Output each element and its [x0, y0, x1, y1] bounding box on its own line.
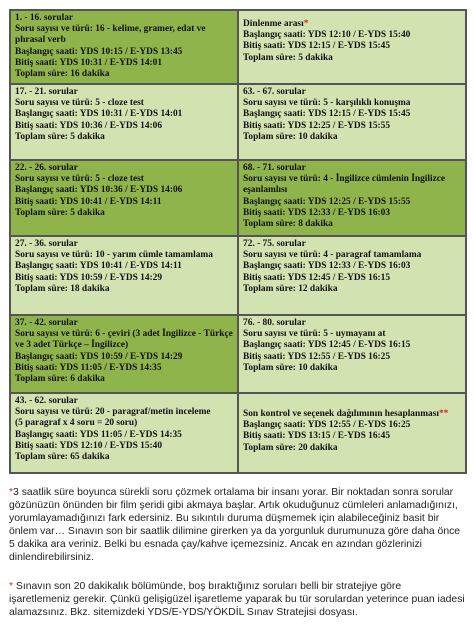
cell-heading	[243, 409, 461, 420]
question-type: Soru sayısı ve türü: 5 - cloze test	[15, 174, 144, 185]
schedule-cell	[238, 315, 466, 393]
end-time: Bitiş saati: YDS 12:15 / E-YDS 15:45	[243, 41, 391, 52]
schedule-cell	[10, 393, 238, 473]
cell-heading: 27. - 36. sorular	[15, 239, 78, 249]
cell-heading: 43. - 62. sorular	[15, 396, 78, 406]
question-type: Soru sayısı ve türü: 6 - çeviri (3 adet İngilizce - Türkçe ve 3 adet Türkçe – İngilizce)	[15, 329, 233, 351]
total-time: Toplam süre: 18 dakika	[15, 283, 110, 294]
question-type: Soru sayısı ve türü: 5 - cloze test	[15, 98, 144, 109]
end-time: Bitiş saati: YDS 12:33 / E-YDS 16:03	[243, 207, 391, 218]
start-time: Başlangıç saati: YDS 11:05 / E-YDS 14:35	[15, 429, 182, 440]
cell-heading: 72. - 75. sorular	[243, 239, 306, 249]
question-note: (5 paragraf x 4 soru = 20 soru)	[15, 418, 138, 429]
total-time: Toplam süre: 65 dakika	[15, 452, 110, 463]
end-time: Bitiş saati: YDS 10:59 / E-YDS 14:29	[15, 272, 163, 283]
start-time: Başlangıç saati: YDS 10:15 / E-YDS 13:45	[15, 46, 183, 57]
total-time: Toplam süre: 12 dakika	[243, 283, 338, 294]
footnote-text: Sınavın son 20 dakikalık bölümünde, boş bıraktığınız soruları belli bir stratejiye göre işaretlemeniz gerekir. Çünkü gelişigüzel işaretleme yaparak bu tür sorulardan yeterince puan iadesi alamazsınız. Bkz. sitemizdeki YDS/E-YDS/YÖKDİL Sınav Stratejisi dosyası.	[9, 581, 465, 619]
end-time: Bitiş saati: YDS 10:41 / E-YDS 14:11	[15, 196, 162, 207]
table-row	[10, 315, 466, 393]
question-type: Soru sayısı ve türü: 10 - yarım cümle tamamlama	[15, 250, 213, 261]
cell-heading: 76. - 80. sorular	[243, 318, 306, 328]
total-time: Toplam süre: 20 dakika	[243, 442, 338, 453]
schedule-cell	[238, 160, 466, 236]
end-time: Bitiş saati: YDS 12:45 / E-YDS 16:15	[243, 272, 391, 283]
schedule-cell	[238, 393, 466, 473]
end-time: Bitiş saati: YDS 12:25 / E-YDS 15:55	[243, 120, 391, 131]
schedule-cell	[238, 236, 466, 315]
question-type: Soru sayısı ve türü: 5 - karşılıklı konuşma	[243, 98, 411, 109]
footnote-mark: *	[9, 487, 14, 498]
footnote-mark: *	[303, 19, 309, 29]
start-time: Başlangıç saati: YDS 12:15 / E-YDS 15:45	[243, 109, 411, 120]
start-time: Başlangıç saati: YDS 12:45 / E-YDS 16:15	[243, 340, 411, 351]
question-type: Soru sayısı ve türü: 20 - paragraf/metin inceleme	[15, 407, 211, 418]
cell-heading: 63. - 67. sorular	[243, 87, 306, 97]
footnote-1	[9, 486, 465, 565]
start-time: Başlangıç saati: YDS 10:36 / E-YDS 14:06	[15, 185, 183, 196]
total-time: Toplam süre: 10 dakika	[243, 362, 338, 373]
cell-heading: 17. - 21. sorular	[15, 87, 78, 97]
schedule-table	[9, 9, 467, 474]
total-time: Toplam süre: 6 dakika	[15, 374, 105, 385]
total-time: Toplam süre: 5 dakika	[243, 52, 333, 63]
schedule-cell	[10, 315, 238, 393]
table-row	[10, 236, 466, 315]
question-type: Soru sayısı ve türü: 4 - İngilizce cümlenin İngilizce eşanlamlısı	[243, 174, 446, 196]
footnote-2	[9, 580, 465, 619]
start-time: Başlangıç saati: YDS 12:10 / E-YDS 15:40	[243, 30, 411, 41]
footnote-text: 3 saatlik süre boyunca sürekli soru çözmek ortalama bir insanı yorar. Bir noktadan sonra sorular gözünüzün önünden bir film şeridi gibi akmaya başlar. Artık okuduğunuz cümleleri anlamadığınızı, yorumlayamadığınızı fark edersiniz. Bu sıkıntılı duruma düşmemek için alabileceğiniz basit bir önlem var… Sınavın son bir saatlik dilimine girerken ya da yorgunluk durumunuza göre daha önce 5 dakika ara veriniz. Belki bu esnada çay/kahve içemezsiniz. Ancak en azından gözlerinizi dinlendirebilirsiniz.	[9, 487, 461, 564]
total-time: Toplam süre: 5 dakika	[15, 207, 105, 218]
total-time: Toplam süre: 10 dakika	[243, 131, 338, 142]
end-time: Bitiş saati: YDS 11:05 / E-YDS 14:35	[15, 362, 162, 373]
start-time: Başlangıç saati: YDS 12:25 / E-YDS 15:55	[243, 196, 411, 207]
table-row	[10, 393, 466, 473]
start-time: Başlangıç saati: YDS 12:33 / E-YDS 16:03	[243, 261, 411, 272]
total-time: Toplam süre: 5 dakika	[15, 131, 105, 142]
question-type: Soru sayısı ve türü: 4 - paragraf tamamlama	[243, 250, 422, 261]
cell-heading: 1. - 16. sorular	[15, 13, 74, 23]
footnote-mark: *	[9, 581, 14, 592]
question-type: Soru sayısı ve türü: 16 - kelime, gramer, edat ve phrasal verb	[15, 24, 206, 46]
start-time: Başlangıç saati: YDS 10:41 / E-YDS 14:11	[15, 261, 182, 272]
start-time: Başlangıç saati: YDS 10:31 / E-YDS 14:01	[15, 109, 183, 120]
total-time: Toplam süre: 16 dakika	[15, 69, 110, 80]
table-row	[10, 84, 466, 160]
end-time: Bitiş saati: YDS 12:10 / E-YDS 15:40	[15, 440, 163, 451]
end-time: Bitiş saati: YDS 10:36 / E-YDS 14:06	[15, 120, 163, 131]
final-check-title: Son kontrol ve seçenek dağılımının hesaplanması	[243, 409, 439, 419]
schedule-cell	[10, 10, 238, 84]
start-time: Başlangıç saati: YDS 12:55 / E-YDS 16:25	[243, 420, 411, 431]
schedule-cell	[10, 236, 238, 315]
footnote-mark: **	[438, 409, 449, 419]
cell-heading: 37. - 42. sorular	[15, 318, 78, 328]
cell-heading: 68. - 71. sorular	[243, 163, 306, 173]
schedule-cell	[10, 84, 238, 160]
end-time: Bitiş saati: YDS 13:15 / E-YDS 16:45	[243, 431, 391, 442]
schedule-cell	[10, 160, 238, 236]
cell-heading: 22. - 26. sorular	[15, 163, 78, 173]
end-time: Bitiş saati: YDS 10:31 / E-YDS 14:01	[15, 57, 163, 68]
schedule-cell	[238, 10, 466, 84]
question-type: Soru sayısı ve türü: 5 - uymayanı at	[243, 329, 386, 340]
start-time: Başlangıç saati: YDS 10:59 / E-YDS 14:29	[15, 351, 183, 362]
total-time: Toplam süre: 8 dakika	[243, 219, 333, 230]
table-row	[10, 10, 466, 84]
cell-heading	[243, 19, 461, 30]
table-row	[10, 160, 466, 236]
break-title: Dinlenme arası	[243, 19, 304, 29]
schedule-cell	[238, 84, 466, 160]
end-time: Bitiş saati: YDS 12:55 / E-YDS 16:25	[243, 351, 391, 362]
